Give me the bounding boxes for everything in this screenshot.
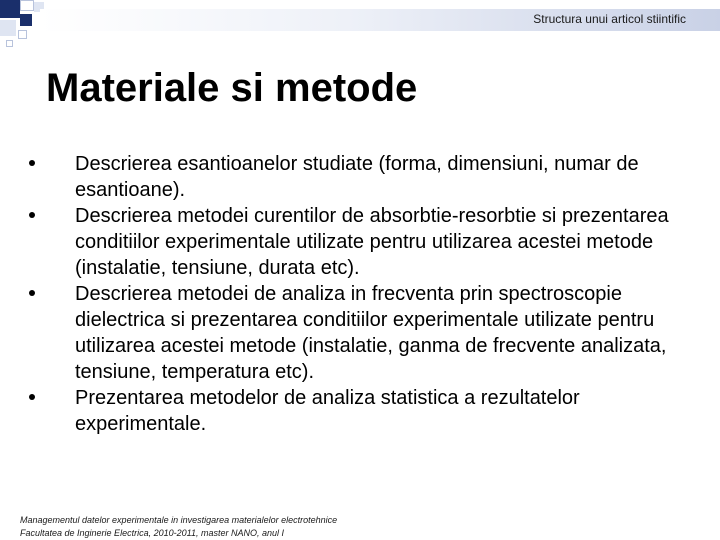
decor-square xyxy=(20,0,34,11)
bullet-text: Descrierea metodei curentilor de absorbtie-resorbtie si prezentarea conditiilor experimentale utilizate pentru utilizarea acestei metode (instalatie, tensiune, durata etc). xyxy=(75,205,669,279)
decor-square xyxy=(6,40,13,47)
bullet-dot-icon xyxy=(29,290,35,296)
bullet-list xyxy=(28,151,698,437)
footer-line-faculty: Facultatea de Inginerie Electrica, 2010-2011, master NANO, anul I xyxy=(20,528,284,538)
decor-square xyxy=(20,14,32,26)
bullet-item xyxy=(28,281,698,385)
bullet-item xyxy=(28,385,698,437)
bullet-dot-icon xyxy=(29,212,35,218)
slide-title: Materiale si metode xyxy=(46,66,418,110)
decor-square xyxy=(0,20,16,36)
decor-square xyxy=(0,0,20,18)
footer xyxy=(20,514,337,540)
bullet-item xyxy=(28,151,698,203)
bullet-text: Descrierea esantioanelor studiate (forma, dimensiuni, numar de esantioane). xyxy=(75,153,639,201)
bullet-text: Descrierea metodei de analiza in frecventa prin spectroscopie dielectrica si prezentarea conditiilor experimentale utilizate pentru utilizarea acestei metode (instalatie, ganma de frecvente analizata, tensiune, temperatura etc). xyxy=(75,283,667,383)
bullet-dot-icon xyxy=(29,394,35,400)
bullet-text: Prezentarea metodelor de analiza statistica a rezultatelor experimentale. xyxy=(75,387,580,435)
footer-line-course: Managementul datelor experimentale in investigarea materialelor electrotehnice xyxy=(20,515,338,525)
decor-square xyxy=(18,30,27,39)
header-title: Structura unui articol stiintific xyxy=(533,12,686,26)
bullet-item xyxy=(28,203,698,281)
bullet-dot-icon xyxy=(29,160,35,166)
